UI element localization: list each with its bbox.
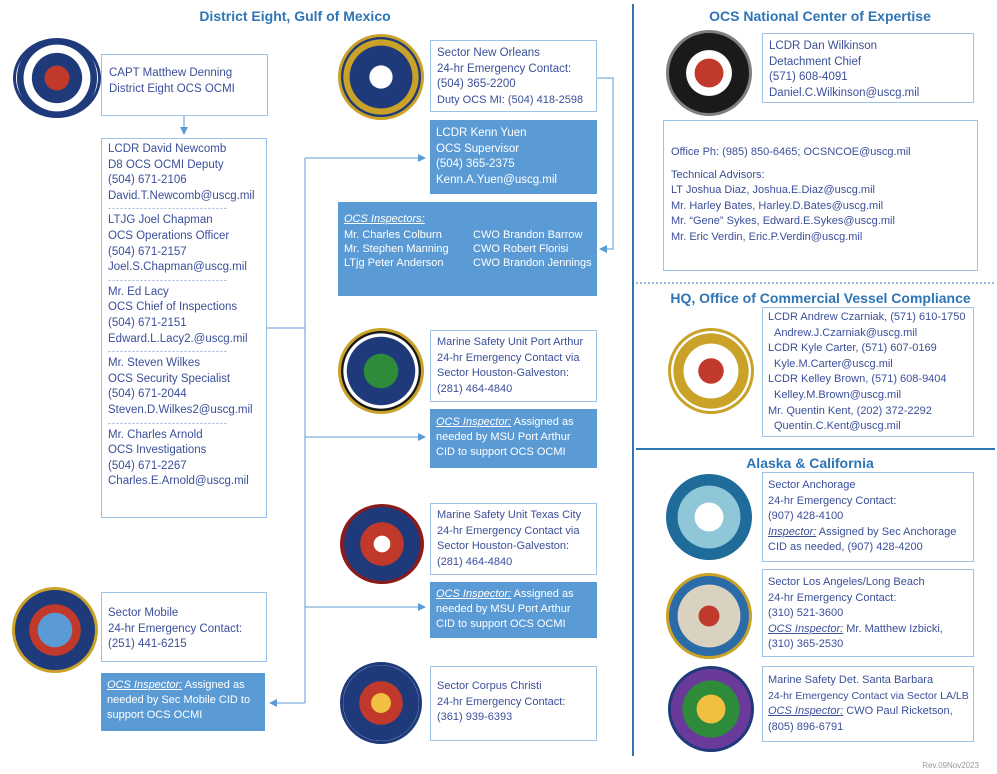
staff-name: LTJG Joel Chapman bbox=[108, 214, 213, 227]
unit-name: Sector Corpus Christi bbox=[437, 680, 542, 692]
hq-staff-box bbox=[762, 307, 974, 437]
contact-phone: (281) 464-4840 bbox=[437, 555, 513, 568]
contact-phone: (805) 896-6791 bbox=[768, 720, 844, 733]
sector-la-lb-seal-icon bbox=[666, 573, 752, 659]
staff-email[interactable]: Charles.E.Arnold@uscg.mil bbox=[108, 475, 249, 488]
unit-name: Marine Safety Unit Port Arthur bbox=[437, 336, 584, 348]
inspector-text: CID to support OCS OCMI bbox=[436, 446, 566, 459]
inspector-name: CWO Brandon Jennings bbox=[473, 257, 592, 269]
unit-name: Sector Anchorage bbox=[768, 479, 856, 491]
chief-phone: (571) 608-4091 bbox=[769, 71, 848, 84]
duty-phone: Duty OCS MI: (504) 418-2598 bbox=[437, 93, 584, 106]
contact-label: 24-hr Emergency Contact: bbox=[108, 622, 243, 635]
contact-label: 24-hr Emergency Contact via Sector LA/LB bbox=[768, 689, 969, 702]
supervisor-title: OCS Supervisor bbox=[436, 142, 520, 155]
inspector-name: Mr. Stephen Manning bbox=[344, 243, 449, 255]
sector-la-lb-box bbox=[762, 569, 974, 657]
d8-ocmi-box bbox=[101, 54, 268, 116]
staff-title: D8 OCS OCMI Deputy bbox=[108, 158, 224, 171]
sector-anchorage-box bbox=[762, 472, 974, 562]
contact-phone: (310) 521-3600 bbox=[768, 607, 844, 620]
staff-email[interactable]: Joel.S.Chapman@uscg.mil bbox=[108, 261, 247, 274]
separator: ------------------------------ bbox=[108, 203, 228, 214]
inspector-text: (310) 365-2530 bbox=[768, 638, 844, 651]
inspector-name: CWO Robert Florisi bbox=[473, 243, 569, 255]
separator: ------------------------------ bbox=[108, 346, 228, 357]
contact-phone: (251) 441-6215 bbox=[108, 638, 187, 651]
separator: ------------------------------ bbox=[108, 417, 228, 428]
staff-phone: (504) 671-2151 bbox=[108, 316, 187, 329]
no-inspectors-box bbox=[338, 202, 597, 296]
inspector-name: LTjg Peter Anderson bbox=[344, 257, 444, 269]
inspector-label: OCS Inspector: bbox=[107, 679, 183, 691]
ncoe-header: OCS National Center of Expertise bbox=[709, 8, 931, 24]
hq-staff-email[interactable]: Quentin.C.Kent@uscg.mil bbox=[774, 420, 901, 433]
unit-name: Sector Mobile bbox=[108, 607, 179, 619]
inspector-text: support OCS OCMI bbox=[107, 709, 203, 722]
msu-texas-city-seal-icon bbox=[340, 504, 424, 584]
hq-staff-email[interactable]: Kyle.M.Carter@uscg.mil bbox=[774, 357, 893, 370]
msu-port-arthur-seal-icon bbox=[338, 328, 424, 414]
sector-anchorage-seal-icon bbox=[666, 474, 752, 560]
inspector-label: OCS Inspector: bbox=[436, 588, 512, 600]
contact-phone: (907) 428-4100 bbox=[768, 510, 844, 523]
supervisor-email[interactable]: Kenn.A.Yuen@uscg.mil bbox=[436, 173, 557, 186]
inspector-text: needed by MSU Port Arthur bbox=[436, 603, 571, 616]
chief-email[interactable]: Daniel.C.Wilkinson@uscg.mil bbox=[769, 86, 920, 99]
supervisor-phone: (504) 365-2375 bbox=[436, 158, 515, 171]
unit-name: Sector Los Angeles/Long Beach bbox=[768, 576, 925, 588]
staff-title: OCS Security Specialist bbox=[108, 372, 231, 385]
sector-mobile-box bbox=[101, 592, 267, 662]
inspector-name: Mr. Charles Colburn bbox=[344, 229, 442, 241]
advisor-item: Mr. Harley Bates, Harley.D.Bates@uscg.mil bbox=[671, 199, 884, 212]
inspector-name: CWO Brandon Barrow bbox=[473, 229, 583, 241]
unit-name: Marine Safety Det. Santa Barbara bbox=[768, 674, 934, 686]
revision-label: Rev.09Nov2023 bbox=[922, 761, 979, 770]
ncoe-seal-icon bbox=[666, 30, 752, 116]
contact-label: 24-hr Emergency Contact via bbox=[437, 524, 580, 537]
staff-email[interactable]: Steven.D.Wilkes2@uscg.mil bbox=[108, 403, 253, 416]
inspector-text: Assigned by Sec Anchorage bbox=[816, 525, 957, 538]
inspectors-label: OCS Inspectors: bbox=[344, 213, 425, 225]
staff-name: Mr. Charles Arnold bbox=[108, 428, 203, 441]
staff-phone: (504) 671-2106 bbox=[108, 174, 187, 187]
staff-email[interactable]: David.T.Newcomb@uscg.mil bbox=[108, 189, 255, 202]
inspector-text: Mr. Matthew Izbicki, bbox=[843, 622, 943, 635]
inspector-text: Assigned as bbox=[511, 416, 574, 428]
chief-title: Detachment Chief bbox=[769, 55, 862, 68]
staff-title: OCS Operations Officer bbox=[108, 229, 230, 242]
staff-phone: (504) 671-2157 bbox=[108, 245, 187, 258]
staff-phone: (504) 671-2267 bbox=[108, 459, 187, 472]
inspector-text: Assigned as bbox=[511, 588, 574, 600]
hq-staff-line: LCDR Andrew Czarniak, (571) 610-1750 bbox=[768, 311, 966, 323]
mobile-inspector-box bbox=[101, 673, 265, 731]
contact-phone: (361) 939-6393 bbox=[437, 711, 513, 724]
hq-staff-email[interactable]: Kelley.M.Brown@uscg.mil bbox=[774, 388, 902, 401]
staff-title: OCS Chief of Inspections bbox=[108, 301, 238, 314]
sector-new-orleans-box bbox=[430, 40, 597, 112]
ocmi-name: CAPT Matthew Denning bbox=[109, 67, 233, 79]
msd-santa-barbara-seal-icon bbox=[668, 666, 754, 752]
office-contact: Office Ph: (985) 850-6465; OCSNCOE@uscg.mil bbox=[671, 146, 911, 158]
staff-name: Mr. Ed Lacy bbox=[108, 285, 169, 298]
inspector-text: CID as needed, (907) 428-4200 bbox=[768, 541, 923, 554]
ocmi-title: District Eight OCS OCMI bbox=[109, 82, 235, 95]
separator: ------------------------------ bbox=[108, 274, 228, 285]
contact-label: Sector Houston-Galveston: bbox=[437, 367, 570, 380]
hq-staff-email[interactable]: Andrew.J.Czarniak@uscg.mil bbox=[774, 326, 918, 339]
advisor-item: Mr. “Gene” Sykes, Edward.E.Sykes@uscg.mil bbox=[671, 215, 895, 228]
hq-staff-line: Mr. Quentin Kent, (202) 372-2292 bbox=[768, 404, 932, 417]
sector-corpus-christi-seal-icon bbox=[340, 662, 422, 744]
texas-city-inspector-box bbox=[430, 582, 597, 638]
ncoe-office-box bbox=[663, 120, 978, 271]
inspector-label: OCS Inspector: bbox=[436, 416, 512, 428]
inspector-text: CID to support OCS OCMI bbox=[436, 618, 566, 631]
msd-santa-barbara-box bbox=[762, 666, 974, 742]
inspector-text: Assigned as bbox=[182, 679, 245, 691]
no-supervisor-box bbox=[430, 120, 597, 194]
staff-name: LCDR David Newcomb bbox=[108, 143, 227, 155]
contact-label: 24-hr Emergency Contact: bbox=[768, 591, 897, 604]
staff-name: Mr. Steven Wilkes bbox=[108, 357, 201, 370]
advisor-item: Mr. Eric Verdin, Eric.P.Verdin@uscg.mil bbox=[671, 230, 863, 243]
contact-label: Sector Houston-Galveston: bbox=[437, 540, 570, 553]
staff-phone: (504) 671-2044 bbox=[108, 388, 187, 401]
hq-staff-line: LCDR Kyle Carter, (571) 607-0169 bbox=[768, 342, 937, 355]
contact-label: 24-hr Emergency Contact: bbox=[437, 695, 566, 708]
inspector-label: OCS Inspector: bbox=[768, 705, 844, 718]
inspector-label: OCS Inspector: bbox=[768, 622, 844, 635]
sector-corpus-christi-box bbox=[430, 666, 597, 741]
hq-header: HQ, Office of Commercial Vessel Compliance bbox=[670, 290, 971, 306]
hq-staff-line: LCDR Kelley Brown, (571) 608-9404 bbox=[768, 373, 947, 386]
contact-label: 24-hr Emergency Contact: bbox=[437, 62, 572, 75]
ncoe-chief-box bbox=[762, 33, 974, 103]
inspector-text: needed by MSU Port Arthur bbox=[436, 431, 571, 444]
msu-texas-city-box bbox=[430, 503, 597, 575]
msu-port-arthur-box bbox=[430, 330, 597, 402]
staff-title: OCS Investigations bbox=[108, 444, 207, 457]
district-eight-seal-icon bbox=[13, 38, 101, 118]
inspector-text: needed by Sec Mobile CID to bbox=[107, 694, 251, 707]
d8-staff-box bbox=[101, 138, 267, 518]
sector-new-orleans-seal-icon bbox=[338, 34, 424, 120]
port-arthur-inspector-box bbox=[430, 409, 597, 468]
contact-label: 24-hr Emergency Contact: bbox=[768, 494, 897, 507]
unit-name: Sector New Orleans bbox=[437, 47, 540, 59]
inspector-label: Inspector: bbox=[768, 525, 817, 538]
contact-label: 24-hr Emergency Contact via bbox=[437, 351, 580, 364]
inspector-text: CWO Paul Ricketson, bbox=[843, 705, 953, 718]
technical-advisors-label: Technical Advisors: bbox=[671, 168, 765, 181]
district-eight-header: District Eight, Gulf of Mexico bbox=[199, 8, 391, 24]
chief-name: LCDR Dan Wilkinson bbox=[769, 40, 878, 52]
hq-compliance-seal-icon bbox=[668, 328, 754, 414]
contact-phone: (504) 365-2200 bbox=[437, 78, 516, 91]
unit-name: Marine Safety Unit Texas City bbox=[437, 509, 582, 521]
advisor-item: LT Joshua Diaz, Joshua.E.Diaz@uscg.mil bbox=[671, 184, 875, 197]
staff-email[interactable]: Edward.L.Lacy2.@uscg.mil bbox=[108, 332, 248, 345]
contact-phone: (281) 464-4840 bbox=[437, 382, 513, 395]
alaska-california-header: Alaska & California bbox=[746, 455, 874, 471]
supervisor-name: LCDR Kenn Yuen bbox=[436, 127, 527, 139]
sector-mobile-seal-icon bbox=[12, 587, 98, 673]
